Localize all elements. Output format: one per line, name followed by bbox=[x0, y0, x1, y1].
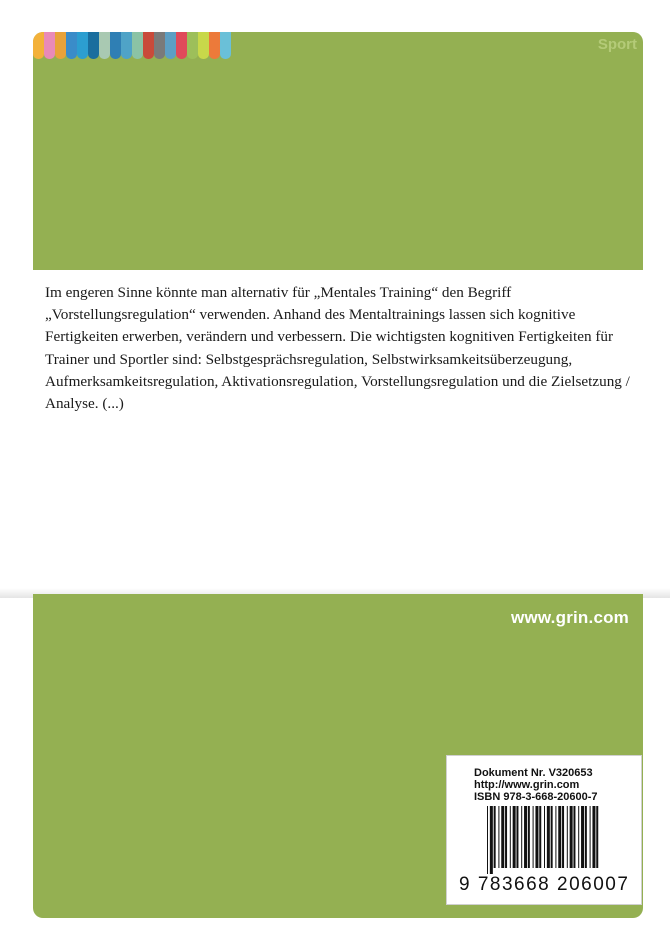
color-stripe bbox=[132, 32, 143, 59]
color-stripe bbox=[44, 32, 55, 59]
barcode-bar bbox=[490, 806, 493, 874]
color-stripe bbox=[154, 32, 165, 59]
barcode-bar bbox=[562, 806, 564, 868]
barcode-digits: 9 783668 206007 bbox=[459, 874, 630, 895]
category-label: Sport bbox=[597, 36, 637, 53]
barcode-bar bbox=[581, 806, 584, 868]
publisher-url: http://www.grin.com bbox=[474, 779, 580, 791]
barcode-bar bbox=[535, 806, 538, 868]
barcode-image bbox=[487, 806, 633, 874]
barcode-box bbox=[446, 755, 642, 905]
barcode-bar bbox=[510, 806, 511, 868]
color-stripe bbox=[176, 32, 187, 59]
isbn-number: ISBN 978-3-668-20600-7 bbox=[474, 791, 598, 803]
color-stripe bbox=[66, 32, 77, 59]
barcode-bar bbox=[585, 806, 587, 868]
barcode-bar bbox=[494, 806, 496, 868]
barcode-bar bbox=[521, 806, 522, 868]
barcode-bar bbox=[578, 806, 579, 868]
color-stripe bbox=[99, 32, 110, 59]
color-stripe bbox=[110, 32, 121, 59]
barcode-bar bbox=[524, 806, 527, 868]
color-stripe bbox=[209, 32, 220, 59]
barcode-bar bbox=[573, 806, 575, 868]
barcode-bar bbox=[487, 806, 488, 874]
color-stripe bbox=[121, 32, 132, 59]
barcode-bar bbox=[528, 806, 530, 868]
barcode-bar bbox=[596, 806, 598, 868]
barcode-bar bbox=[516, 806, 518, 868]
barcode-bar bbox=[513, 806, 516, 868]
barcode-bar bbox=[498, 806, 499, 868]
color-stripe bbox=[143, 32, 154, 59]
color-stripe bbox=[165, 32, 176, 59]
barcode-bar bbox=[592, 806, 595, 868]
barcode-bar bbox=[551, 806, 553, 868]
color-stripe bbox=[88, 32, 99, 59]
color-stripe bbox=[198, 32, 209, 59]
document-number: Dokument Nr. V320653 bbox=[474, 767, 593, 779]
blurb-text: Im engeren Sinne könnte man alternativ für „Mentales Training“ den Begriff „Vorstellungsregulation“ verwenden. Anhand des Mentaltrainings lassen sich kognitive Fertigkeiten erwerben, verändern und verbessern. Die wichtigsten kognitiven Fertigkeiten für Trainer und Sportler sind: Selbstgesprächsregulation, Selbstwirksamkeitsüberzeugung, Aufmerksamkeitsregulation, Aktivationsregulation, Vorstellungsregulation und die Zielsetzung / Analyse. (...) bbox=[45, 284, 630, 413]
top-color-panel bbox=[33, 32, 643, 270]
barcode-bar bbox=[533, 806, 534, 868]
color-stripe bbox=[55, 32, 66, 59]
barcode-bar bbox=[555, 806, 556, 868]
barcode-bar bbox=[544, 806, 545, 868]
barcode-bar bbox=[539, 806, 541, 868]
barcode-bar bbox=[501, 806, 504, 868]
color-stripe bbox=[187, 32, 198, 59]
barcode-bar bbox=[590, 806, 591, 868]
color-stripes bbox=[33, 32, 231, 59]
barcode-bar bbox=[570, 806, 573, 868]
publisher-website: www.grin.com bbox=[511, 608, 629, 627]
barcode-bar bbox=[505, 806, 507, 868]
barcode-bar bbox=[547, 806, 550, 868]
barcode-bar bbox=[567, 806, 568, 868]
barcode-bar bbox=[558, 806, 561, 868]
color-stripe bbox=[220, 32, 231, 59]
color-stripe bbox=[77, 32, 88, 59]
color-stripe bbox=[33, 32, 44, 59]
